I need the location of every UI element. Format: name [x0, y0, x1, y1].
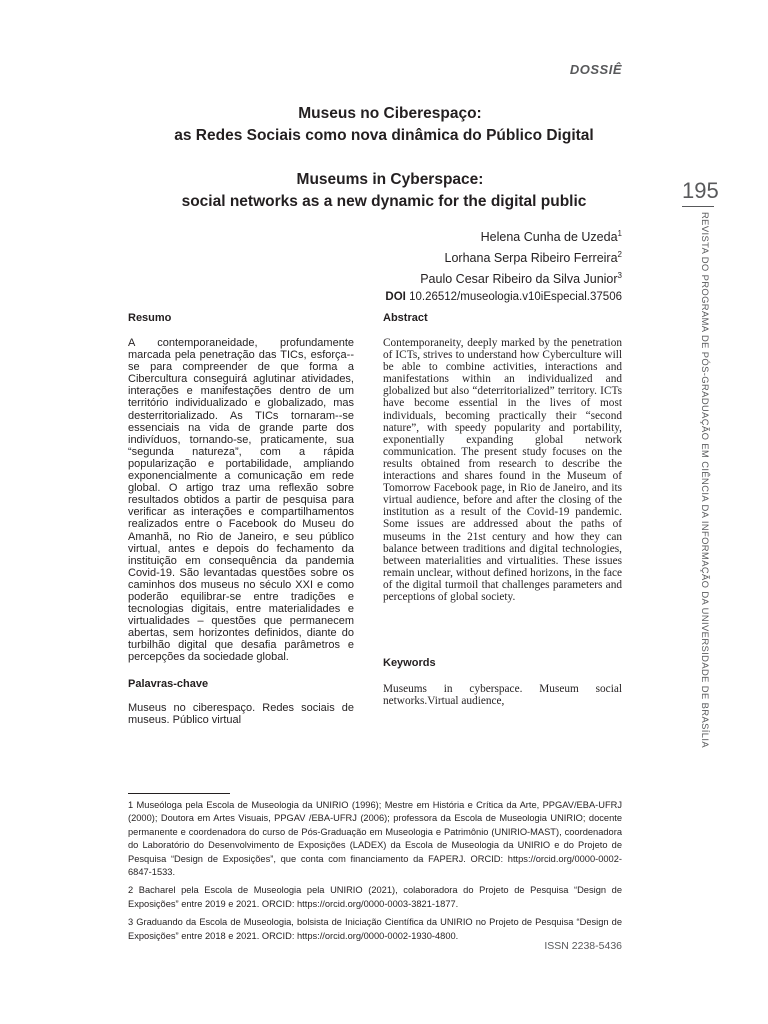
keywords-text: Museums in cyberspace. Museum social networks.Virtual audience,	[383, 683, 622, 708]
footnote-1: 1 Museóloga pela Escola de Museologia da UNIRIO (1996); Mestre em História e Crítica da Arte, PPGAV/EBA-UFRJ (2000); Doutora em Artes Visuais, PPGAV /EBA-UFRJ (2006); professora da Escola de Museologia UNIRIO; docente permanente e coordenadora do curso de Pós-Graduação em Museologia e Patrimônio (UNIRIO-MAST), coordenadora do Laboratório do Desenvolvimento de Exposições (LADEX) da Escola de Museologia da UNIRIO e do Projeto de Pesquisa “Design de Exposições”, que conta com financiamento da FAPERJ. ORCID: https://orcid.org/0000-0002-6847-1533.	[128, 800, 622, 878]
author-3	[385, 267, 622, 288]
author-2	[385, 246, 622, 267]
title-portuguese	[0, 103, 768, 147]
title-english	[0, 169, 768, 213]
author-footnote-ref[interactable]: 1	[617, 229, 622, 238]
journal-name-vertical: REVISTA DO PROGRAMA DE PÓS-GRADUAÇÃO EM CIÊNCIA DA INFORMAÇÃO DA UNIVERSIDADE DE BRASÍLIA	[700, 212, 711, 749]
resumo-text: A contemporaneidade, profundamente marcada pela penetração das TICs, esforça--se para compreender de que forma a Cibercultura conseguirá aglutinar atividades, interações e manifestações dentro de um território individualizado e globalizado, mas desterritorializado. As TICs tornaram--se essenciais na vida de grande parte dos indivíduos, tornando-se, praticamente, sua “segunda natureza”, com a rápida popularização e portabilidade, ampliando exponencialmente a comunicação em rede global. O artigo traz uma reflexão sobre resultados obtidos a partir de pesquisa para verificar as interações e compartilhamentos realizados entre o Facebook do Museu do Amanhã, no Rio de Janeiro, e seu público virtual, antes e depois do fechamento da instituição em consequência da pandemia Covid-19. São levantadas questões sobre os caminhos dos museus no século XXI e como poderão equilibrar-se entre tradições e tecnologias digitais, entre materialidades e virtualidades – questões que permanecem abertas, sem horizontes definidos, diante do turbilhão digital que desafia parâmetros e percepções da sociedade global.	[128, 337, 354, 664]
author-name: Paulo Cesar Ribeiro da Silva Junior	[420, 272, 618, 287]
doi-label: DOI	[385, 291, 406, 304]
palavras-chave-heading: Palavras-chave	[128, 678, 209, 690]
author-footnote-ref[interactable]: 3	[617, 271, 622, 281]
resumo-heading: Resumo	[128, 312, 172, 324]
doi-link[interactable]: 10.26512/museologia.v10iEspecial.37506	[409, 291, 622, 304]
title-en-line-2: social networks as a new dynamic for the digital public	[181, 193, 587, 210]
footnote-2: 2 Bacharel pela Escola de Museologia pela UNIRIO (2021), colaboradora do Projeto de Pesquisa “Design de Exposições” entre 2019 e 2021. ORCID: https://orcid.org/0000-0003-3821-1877.	[128, 885, 622, 909]
palavras-chave-text: Museus no ciberespaço. Redes sociais de museus. Público virtual	[128, 702, 354, 727]
author-footnote-ref[interactable]: 2	[617, 250, 622, 260]
footnotes	[128, 799, 622, 948]
abstract-text: Contemporaneity, deeply marked by the penetration of ICTs, strives to understand how Cyberculture will be able to combine activities, interactions and manifestations within an individualized and globalized but also “deterritorialized” territory. ICTs have become essential in the lives of most individuals, becoming practically their “second nature”, with speedy popularity and portability, exponentially expanding global network communication. The present study focuses on the results obtained from research to describe the interactions and shares found in the Museum of Tomorrow Facebook page, in Rio de Janeiro, and its virtual audience, before and after the closing of the institution as a result of the Covid-19 pandemic. Some issues are addressed about the paths of museums in the 21st century and how they can balance between traditions and digital technologies, between materialities and virtualities. These issues remain unclear, without defined horizons, in the face of the digital turmoil that challenges parameters and perceptions of global society.	[383, 337, 622, 603]
page-number: 195	[682, 178, 719, 203]
author-name: Helena Cunha de Uzeda	[480, 230, 618, 245]
section-tag: DOSSIÊ	[569, 62, 622, 77]
author-1	[385, 225, 622, 246]
page-number-rule	[682, 206, 714, 207]
footnote-separator	[128, 793, 230, 794]
title-pt-line-2: as Redes Sociais como nova dinâmica do Público Digital	[174, 127, 594, 144]
keywords-heading: Keywords	[383, 657, 436, 669]
abstract-heading: Abstract	[383, 312, 428, 324]
title-en-line-1: Museums in Cyberspace:	[296, 171, 484, 188]
doi-line	[385, 288, 622, 306]
author-block	[385, 225, 622, 306]
author-name: Lorhana Serpa Ribeiro Ferreira	[444, 251, 618, 266]
footnote-3: 3 Graduando da Escola de Museologia, bolsista de Iniciação Científica da UNIRIO no Projeto de Pesquisa “Design de Exposições” entre 2018 e 2021. ORCID: https://orcid.org/0000-0002-1930-4800.	[128, 917, 622, 941]
title-pt-line-1: Museus no Ciberespaço:	[298, 105, 482, 122]
issn: ISSN 2238-5436	[544, 940, 622, 952]
